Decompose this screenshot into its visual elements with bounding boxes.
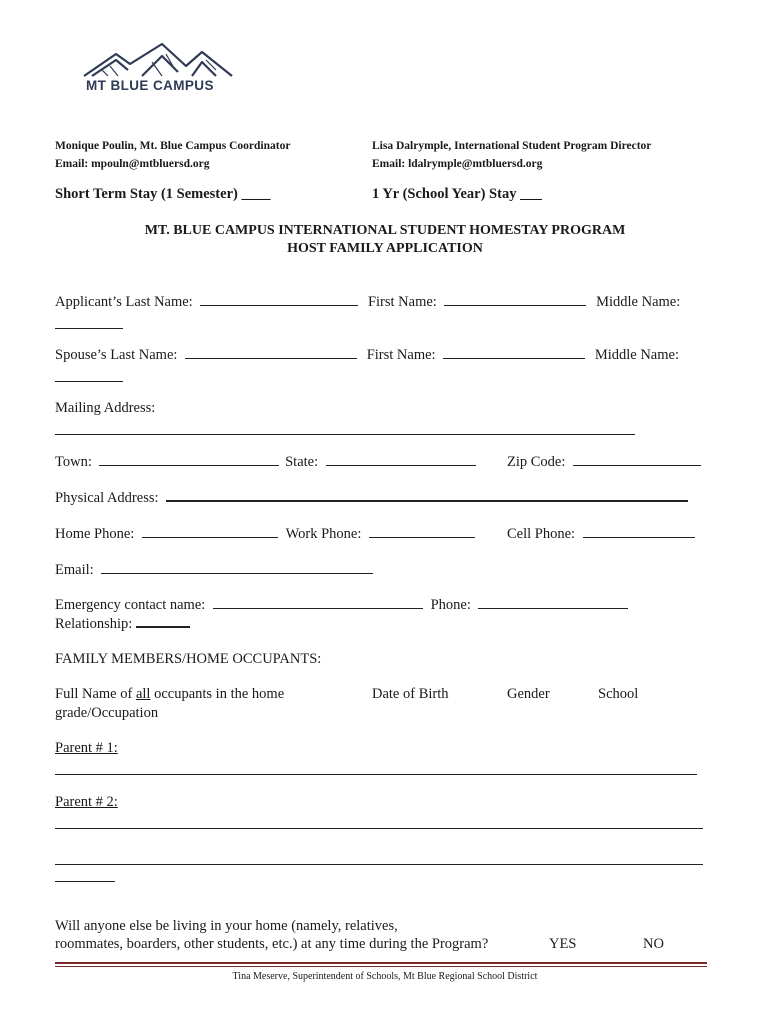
cell-phone-label: Cell Phone: (507, 526, 576, 542)
applicant-middle-label: Middle Name: (596, 294, 681, 310)
mountain-logo-icon (82, 40, 242, 80)
state-label: State: (285, 454, 319, 470)
footer-divider-thin (55, 966, 707, 967)
spouse-last-field[interactable] (185, 357, 357, 359)
zip-row (507, 454, 701, 471)
form-title: MT. BLUE CAMPUS INTERNATIONAL STUDENT HOMESTAY PROGRAM (144, 223, 626, 238)
work-phone-label: Work Phone: (285, 526, 362, 542)
physical-address-label: Physical Address: (55, 490, 159, 506)
spouse-last-label: Spouse’s Last Name: (55, 347, 178, 363)
state-field[interactable] (326, 464, 476, 466)
footer-text: Tina Meserve, Superintendent of Schools, Mt Blue Regional School District (232, 971, 538, 982)
applicant-last-label: Applicant’s Last Name: (55, 294, 193, 310)
phones-row (55, 526, 475, 543)
home-phone-field[interactable] (142, 536, 278, 538)
cell-phone-field[interactable] (583, 536, 695, 538)
parent2-label: Parent # 2: (55, 794, 118, 810)
physical-address-field[interactable] (166, 499, 688, 502)
col-school: School (598, 686, 639, 702)
spouse-first-field[interactable] (443, 357, 585, 359)
email-field[interactable] (101, 572, 373, 574)
applicant-first-field[interactable] (444, 304, 586, 306)
short-term-stay-option[interactable]: Short Term Stay (1 Semester) ____ (55, 186, 271, 202)
relationship-field[interactable] (136, 625, 190, 628)
zip-label: Zip Code: (507, 454, 566, 470)
town-state-row (55, 454, 476, 471)
occupant-line-3-cont[interactable] (55, 881, 115, 882)
town-field[interactable] (99, 464, 279, 466)
director-email: Email: ldalrymple@mtbluersd.org (372, 158, 543, 170)
col-gender: Gender (507, 686, 550, 702)
email-label: Email: (55, 562, 94, 578)
occupant-line-3[interactable] (55, 864, 703, 865)
applicant-last-field[interactable] (200, 304, 358, 306)
applicant-first-label: First Name: (367, 294, 437, 310)
parent2-field[interactable] (55, 828, 703, 829)
no-option[interactable]: NO (643, 936, 664, 952)
emergency-phone-field[interactable] (478, 607, 628, 609)
emergency-name-label: Emergency contact name: (55, 597, 206, 613)
occupants-heading: FAMILY MEMBERS/HOME OCCUPANTS: (55, 651, 322, 667)
zip-field[interactable] (573, 464, 701, 466)
coordinator-email: Email: mpouln@mtbluersd.org (55, 158, 210, 170)
yes-option[interactable]: YES (549, 936, 577, 952)
relationship-label: Relationship: (55, 616, 133, 632)
parent1-field[interactable] (55, 774, 697, 775)
col-full-name: Full Name of all occupants in the home (55, 686, 285, 702)
form-subtitle: HOST FAMILY APPLICATION (287, 241, 483, 256)
home-phone-label: Home Phone: (55, 526, 135, 542)
footer-divider (55, 962, 707, 964)
other-occupants-question-line2: roommates, boarders, other students, etc.) at any time during the Program? (55, 936, 489, 952)
col-date-of-birth: Date of Birth (372, 686, 449, 702)
emergency-name-field[interactable] (213, 607, 423, 609)
spouse-first-label: First Name: (366, 347, 436, 363)
col-grade-occupation: grade/Occupation (55, 705, 159, 721)
emergency-phone-label: Phone: (430, 597, 471, 613)
logo-text: MT BLUE CAMPUS (86, 78, 214, 93)
email-row (55, 562, 373, 579)
spouse-middle-field[interactable] (55, 381, 123, 382)
logo (82, 40, 242, 96)
physical-address-row (55, 490, 688, 507)
coordinator-name: Monique Poulin, Mt. Blue Campus Coordinator (55, 140, 291, 152)
parent1-label: Parent # 1: (55, 740, 118, 756)
school-year-stay-option[interactable]: 1 Yr (School Year) Stay ___ (372, 186, 542, 202)
spouse-name-row (55, 347, 679, 364)
cell-phone-row (507, 526, 695, 543)
applicant-name-row (55, 294, 680, 311)
relationship-row (55, 616, 190, 633)
applicant-middle-field[interactable] (55, 328, 123, 329)
mailing-address-field[interactable] (55, 434, 635, 435)
mailing-address-label: Mailing Address: (55, 400, 156, 416)
director-name: Lisa Dalrymple, International Student Program Director (372, 140, 652, 152)
other-occupants-question-line1: Will anyone else be living in your home (namely, relatives, (55, 918, 398, 934)
town-label: Town: (55, 454, 92, 470)
emergency-row (55, 597, 628, 614)
spouse-middle-label: Middle Name: (594, 347, 679, 363)
work-phone-field[interactable] (369, 536, 475, 538)
